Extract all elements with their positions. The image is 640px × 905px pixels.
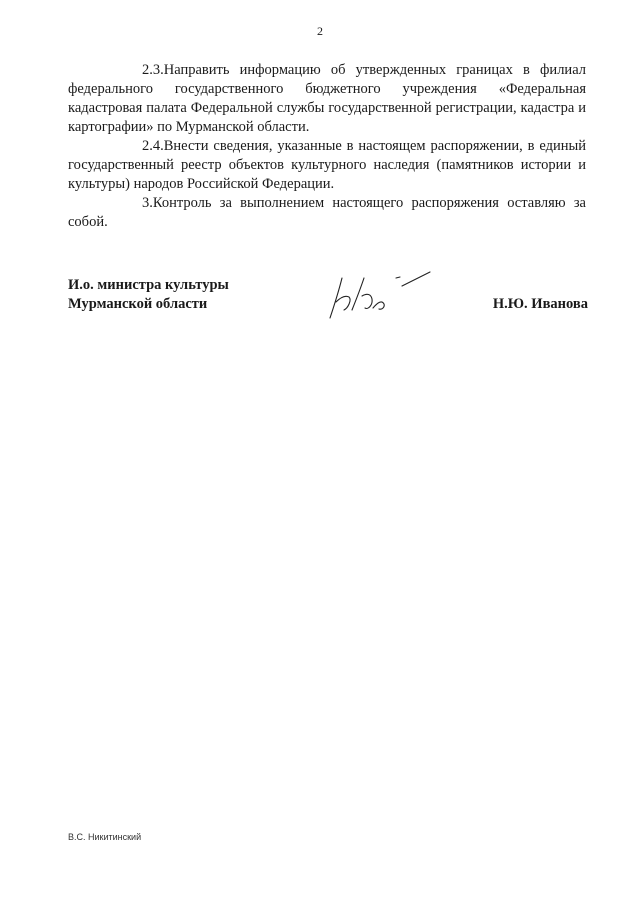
page-number: 2: [317, 24, 323, 38]
handwritten-signature: [318, 264, 438, 324]
signatory-title: [68, 276, 229, 314]
clause-text: Контроль за выполнением настоящего распоряжения оставляю за собой.: [68, 195, 586, 230]
clause-number: 2.4.: [142, 138, 164, 154]
clause-text: Внести сведения, указанные в настоящем распоряжении, в единый государственный реестр объектов культурного наследия (памятников истории и культуры) народов Российской Федерации.: [68, 138, 586, 192]
signatory-title-line-1: И.о. министра культуры: [68, 277, 229, 293]
clause-number: 3.: [142, 195, 153, 211]
clause-2-3: [68, 61, 586, 137]
signatory-title-line-2: Мурманской области: [68, 296, 208, 312]
clause-text: Направить информацию об утвержденных границах в филиал федерального государственного бюджетного учреждения «Федеральная кадастровая палата Федеральной службы государственной регистрации, кадастра и картографии» по Мурманской области.: [68, 62, 586, 135]
clause-number: 2.3.: [142, 62, 164, 78]
executor-name: В.С. Никитинский: [68, 832, 142, 842]
clause-2-4: [68, 137, 586, 194]
clause-3: [68, 194, 586, 232]
signature-block: [68, 276, 588, 336]
document-body: [68, 61, 586, 232]
signatory-name: Н.Ю. Иванова: [492, 296, 588, 312]
